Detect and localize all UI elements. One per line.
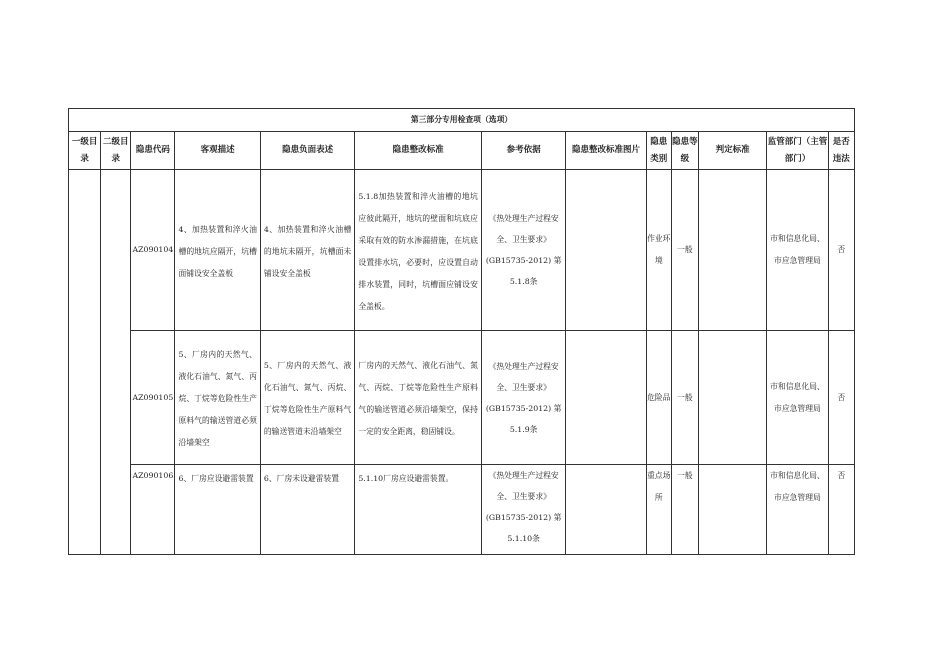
header-code: 隐患代码 <box>131 132 175 170</box>
header-picture: 隐患整改标准图片 <box>566 132 646 170</box>
picture-cell <box>566 170 646 331</box>
table-row <box>69 331 855 465</box>
illegal-cell: 否 <box>828 465 854 555</box>
hazard-check-table <box>68 108 855 555</box>
hazard-code: AZ090105 <box>131 331 175 465</box>
criteria-cell <box>698 170 766 331</box>
level2-cell <box>101 170 131 555</box>
description-cell: 6、厂房应设避雷装置 <box>175 465 260 555</box>
header-dept: 监管部门（主管部门） <box>767 132 828 170</box>
negative-cell: 5、厂房内的天然气、液化石油气、氮气、丙烷、丁烷等危险性生产原料气的输送管道未沿墙架空 <box>260 331 354 465</box>
header-level: 隐患等级 <box>671 132 698 170</box>
header-basis: 参考依据 <box>481 132 565 170</box>
category-cell: 重点场所 <box>646 465 671 555</box>
table-row <box>69 170 855 331</box>
level-cell: 一般 <box>671 331 698 465</box>
header-illegal: 是否违法 <box>828 132 854 170</box>
level1-cell <box>69 170 101 555</box>
section-title: 第三部分专用检查项（选项） <box>69 109 855 132</box>
hazard-code: AZ090106 <box>131 465 175 555</box>
negative-cell: 6、厂房未设避雷装置 <box>260 465 354 555</box>
picture-cell <box>566 331 646 465</box>
basis-cell: 《热处理生产过程安全、卫生要求》(GB15735-2012) 第5.1.8条 <box>481 170 565 331</box>
level-cell: 一般 <box>671 170 698 331</box>
dept-cell: 市和信息化局、市应急管理局 <box>767 170 828 331</box>
standard-cell: 5.1.8加热装置和淬火油槽的地坑应彼此隔开，地坑的壁面和坑底应采取有效的防水渗漏措施，在坑底设置排水坑，必要时，应设置自动排水装置，同时，坑槽面应铺设安全盖板。 <box>355 170 482 331</box>
category-cell: 危险品 <box>646 331 671 465</box>
category-cell: 作业环境 <box>646 170 671 331</box>
header-description: 客观描述 <box>175 132 260 170</box>
description-cell: 4、加热装置和淬火油槽的地坑应隔开，坑槽面铺设安全盖板 <box>175 170 260 331</box>
header-category: 隐患类别 <box>646 132 671 170</box>
criteria-cell <box>698 465 766 555</box>
illegal-cell: 否 <box>828 170 854 331</box>
header-level2: 二级目录 <box>101 132 131 170</box>
negative-cell: 4、加热装置和淬火油槽的地坑未隔开，坑槽面未铺设安全盖板 <box>260 170 354 331</box>
standard-cell: 厂房内的天然气、液化石油气、氮气、丙烷、丁烷等危险性生产原料气的输送管道必须沿墙架空，保持一定的安全距离，稳固铺设。 <box>355 331 482 465</box>
basis-cell: 《热处理生产过程安全、卫生要求》(GB15735-2012) 第5.1.9条 <box>481 331 565 465</box>
dept-cell: 市和信息化局、市应急管理局 <box>767 331 828 465</box>
illegal-cell: 否 <box>828 331 854 465</box>
header-level1: 一级目录 <box>69 132 101 170</box>
picture-cell <box>566 465 646 555</box>
header-standard: 隐患整改标准 <box>355 132 482 170</box>
level-cell: 一般 <box>671 465 698 555</box>
header-negative: 隐患负面表述 <box>260 132 354 170</box>
hazard-code: AZ090104 <box>131 170 175 331</box>
dept-cell: 市和信息化局、市应急管理局 <box>767 465 828 555</box>
standard-cell: 5.1.10厂房应设避雷装置。 <box>355 465 482 555</box>
table-row <box>69 465 855 555</box>
basis-cell: 《热处理生产过程安全、卫生要求》(GB15735-2012) 第5.1.10条 <box>481 465 565 555</box>
description-cell: 5、厂房内的天然气、液化石油气、氮气、丙烷、丁烷等危险性生产原料气的输送管道必须沿墙架空 <box>175 331 260 465</box>
criteria-cell <box>698 331 766 465</box>
header-criteria: 判定标准 <box>698 132 766 170</box>
